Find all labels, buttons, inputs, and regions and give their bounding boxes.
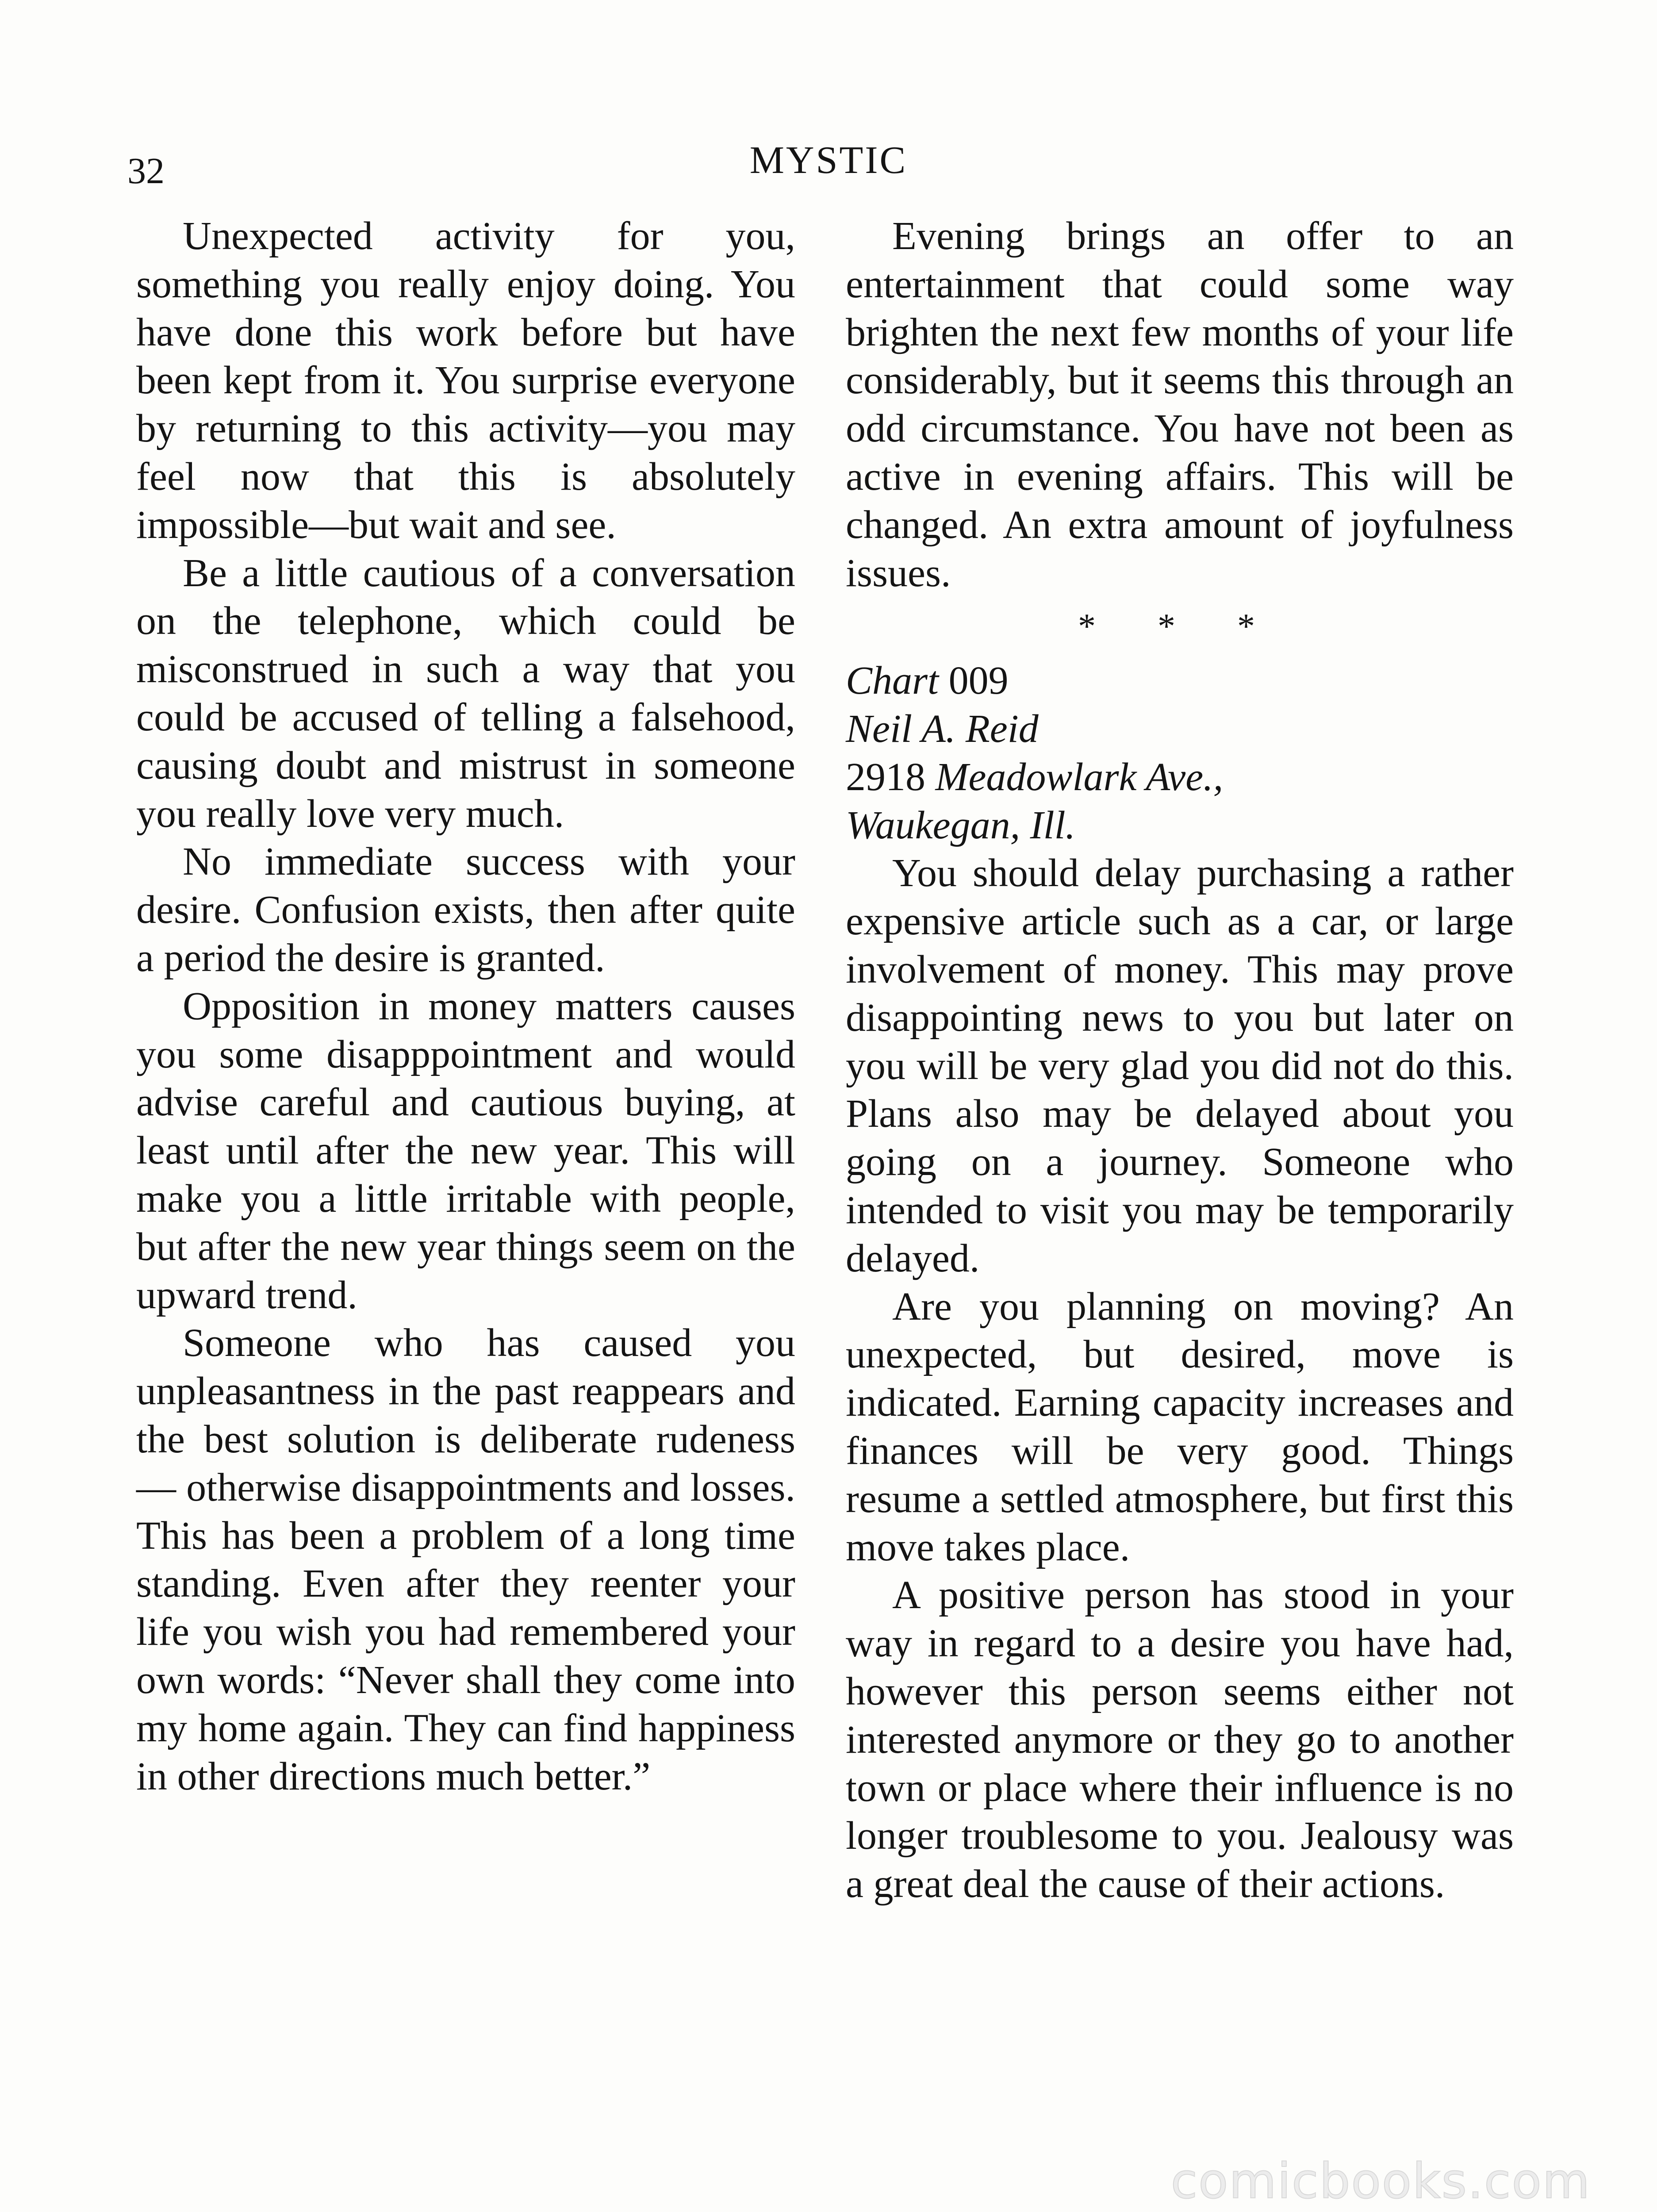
- right-column: [846, 212, 1514, 1909]
- paragraph: You should delay purchasing a rather expensive article such as a car, or large involvement of money. This may prove disappointing news to you but later on you will be very glad you did not do this. Plans also may be delayed about you going on a journey. Someone who intended to visit you may be temporarily delayed.: [846, 851, 1514, 1280]
- paragraph: Opposition in money matters causes you some disapppointment and would advise careful and cautious buying, at least until after the new year. This will make you a little irritable with people, but after the new year things seem on the upward trend.: [136, 984, 795, 1317]
- chart-city: Waukegan, Ill.: [846, 803, 1076, 847]
- paragraph: Someone who has caused you unpleasantness in the past reappears and the best solution is deliberate rudeness — otherwise disappointments and losses. This has been a problem of a long time standing. Even after they reenter your life you wish you had remembered your own words: “Never shall they come into my home again. They can find happiness in other directions much better.”: [136, 1321, 795, 1798]
- chart-street: Meadowlark Ave.,: [935, 755, 1224, 799]
- left-column: [136, 212, 795, 1801]
- running-head: MYSTIC: [749, 139, 908, 182]
- paragraph: Be a little cautious of a conversation on the telephone, which could be misconstrued in such a way that you could be accused of telling a falsehood, causing doubt and mistrust in someone you really love very much.: [136, 551, 795, 836]
- page-number: 32: [127, 150, 165, 192]
- paragraph: Are you planning on moving? An unexpected, but desired, move is indicated. Earning capacity increases and finances will be very good. Things resume a settled atmosphere, but first this move takes place.: [846, 1284, 1514, 1569]
- chart-name: Neil A. Reid: [846, 707, 1039, 751]
- paragraph: No immediate success with your desire. Confusion exists, then after quite a period the desire is granted.: [136, 840, 795, 980]
- watermark: comicbooks.com: [1170, 2153, 1591, 2209]
- paragraph: A positive person has stood in your way in regard to a desire you have had, however this person seems either not interested anymore or they go to another town or place where their influence is no longer troublesome to you. Jealousy was a great deal the cause of their actions.: [846, 1573, 1514, 1906]
- section-separator: * * *: [1078, 607, 1281, 646]
- chart-number: 009: [948, 659, 1009, 703]
- chart-header: [846, 657, 1514, 849]
- paragraph: Unexpected activity for you, something you really enjoy doing. You have done this work before but have been kept from it. You surprise everyone by returning to this activity—you may feel now that this is absolutely impossible—but wait and see.: [136, 214, 795, 547]
- chart-street-number: 2918: [846, 755, 925, 799]
- chart-address-line: [846, 753, 1514, 802]
- chart-label: Chart: [846, 659, 939, 703]
- chart-label-line: [846, 657, 1514, 705]
- paragraph: Evening brings an offer to an entertainment that could some way brighten the next few months of your life considerably, but it seems this through an odd circumstance. You have not been as active in evening affairs. This will be changed. An extra amount of joyfulness issues.: [846, 214, 1514, 595]
